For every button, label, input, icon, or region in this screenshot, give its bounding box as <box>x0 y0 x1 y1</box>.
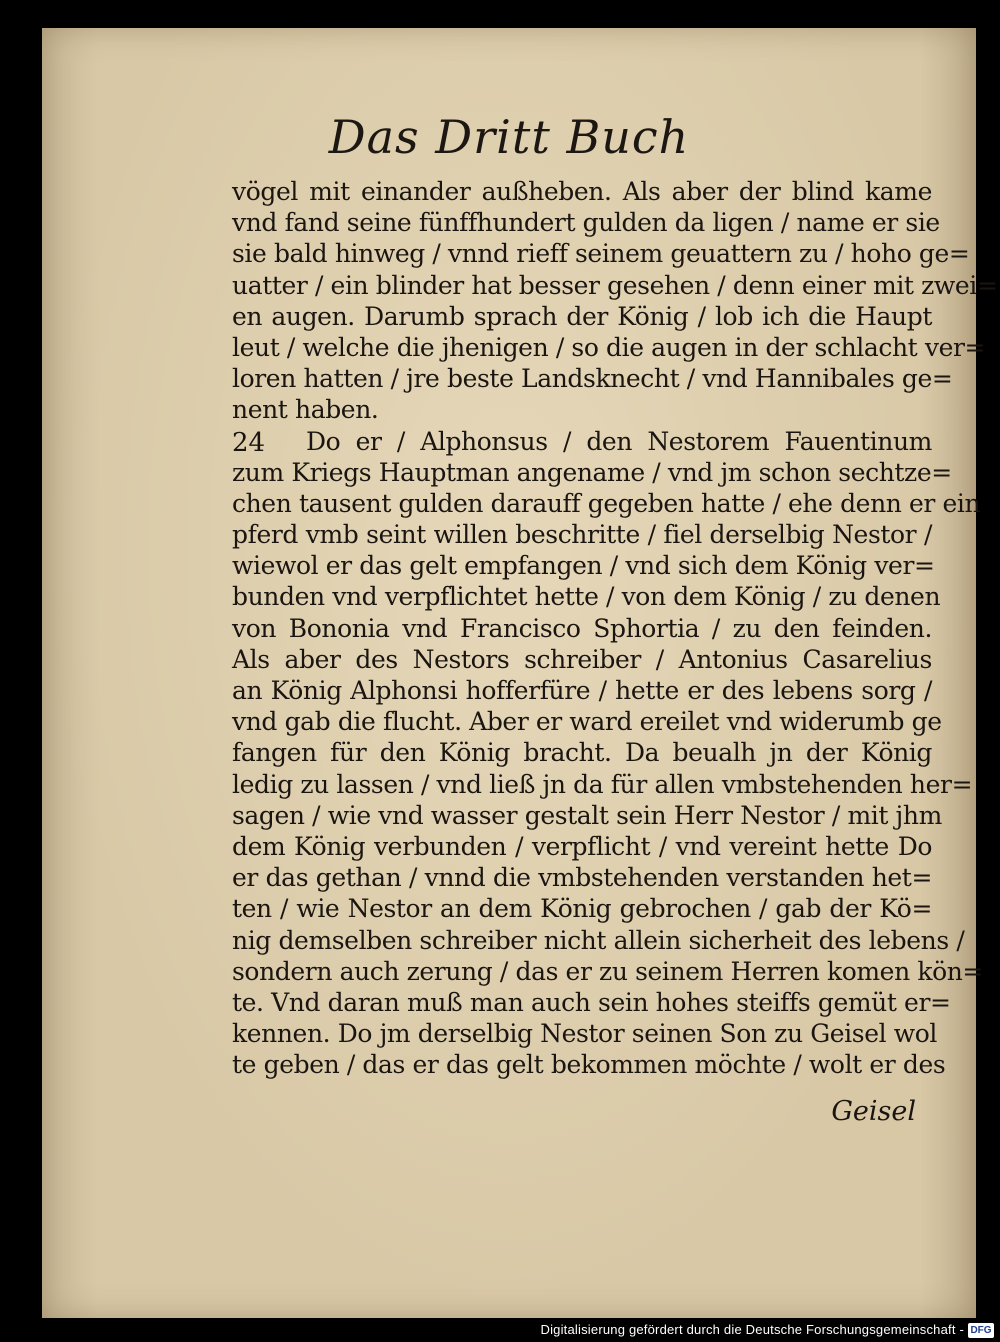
running-head: Das Dritt Buch <box>328 110 690 164</box>
text-line: sondern auch zerung / das er zu seinem Herren komen kön= <box>232 956 983 986</box>
text-line: wiewol er das gelt empfangen / vnd sich dem König ver= <box>232 551 935 581</box>
text-line: fangen für den König bracht. Da beualh jn der König <box>232 738 932 768</box>
text-line: vnd fand seine fünffhundert gulden da ligen / name er sie <box>232 208 940 238</box>
text-line: loren hatten / jre beste Landsknecht / vnd Hannibales ge= <box>232 364 953 394</box>
text-line: Als aber des Nestors schreiber / Antonius Casarelius <box>232 644 932 674</box>
text-line: sie bald hinweg / vnnd rieff seinem geuattern zu / hoho ge= <box>232 239 970 269</box>
text-line: kennen. Do jm derselbig Nestor seinen Son zu Geisel wol <box>232 1019 937 1049</box>
text-line: von Bononia vnd Francisco Sphortia / zu den feinden. <box>232 613 932 643</box>
text-line: te geben / das er das gelt bekommen möchte / wolt er des <box>232 1050 946 1080</box>
book-page <box>42 28 998 1318</box>
text-line: dem König verbunden / verpflicht / vnd vereint hette Do <box>232 831 932 861</box>
text-line: chen tausent gulden darauff gegeben hatte / ehe denn er ein <box>232 488 981 518</box>
text-line: te. Vnd daran muß man auch sein hohes steiffs gemüt er= <box>232 987 951 1017</box>
text-line: vögel mit einander außheben. Als aber der blind kame <box>232 177 932 206</box>
text-line: nent haben. <box>232 395 379 425</box>
text-line: vnd gab die flucht. Aber er ward ereilet vnd widerumb ge <box>232 707 942 737</box>
text-line: Do er / Alphonsus / den Nestorem Fauentinum <box>306 426 932 456</box>
text-line: leut / welche die jhenigen / so die augen in der schlacht ver= <box>232 332 986 362</box>
text-line: zum Kriegs Hauptman angename / vnd jm schon sechtze= <box>232 457 952 487</box>
body-text <box>232 176 998 1080</box>
text-line: er das gethan / vnnd die vmbstehenden verstanden het= <box>232 863 932 893</box>
text-line: pferd vmb seint willen beschritte / fiel derselbig Nestor / <box>232 520 932 550</box>
text-line: sagen / wie vnd wasser gestalt sein Herr Nestor / mit jhm <box>232 800 942 830</box>
text-line: uatter / ein blinder hat besser gesehen / denn einer mit zwei= <box>232 270 998 300</box>
text-line: bunden vnd verpflichtet hette / von dem König / zu denen <box>232 582 941 612</box>
footer-bar <box>0 1318 1000 1342</box>
funding-credit: Digitalisierung gefördert durch die Deutsche Forschungsgemeinschaft - <box>540 1322 964 1337</box>
catchword: Geisel <box>831 1096 916 1127</box>
text-line: en augen. Darumb sprach der König / lob ich die Haupt <box>232 301 932 331</box>
text-line: nig demselben schreiber nicht allein sicherheit des lebens / <box>232 925 965 955</box>
text-line: an König Alphonsi hofferfüre / hette er des lebens sorg / <box>232 676 932 705</box>
section-number: 24 <box>232 428 266 458</box>
text-line: ten / wie Nestor an dem König gebrochen / gab der Kö= <box>232 894 932 924</box>
dfg-logo: DFG <box>968 1323 994 1338</box>
text-line: ledig zu lassen / vnd ließ jn da für allen vmbstehenden her= <box>232 769 973 799</box>
